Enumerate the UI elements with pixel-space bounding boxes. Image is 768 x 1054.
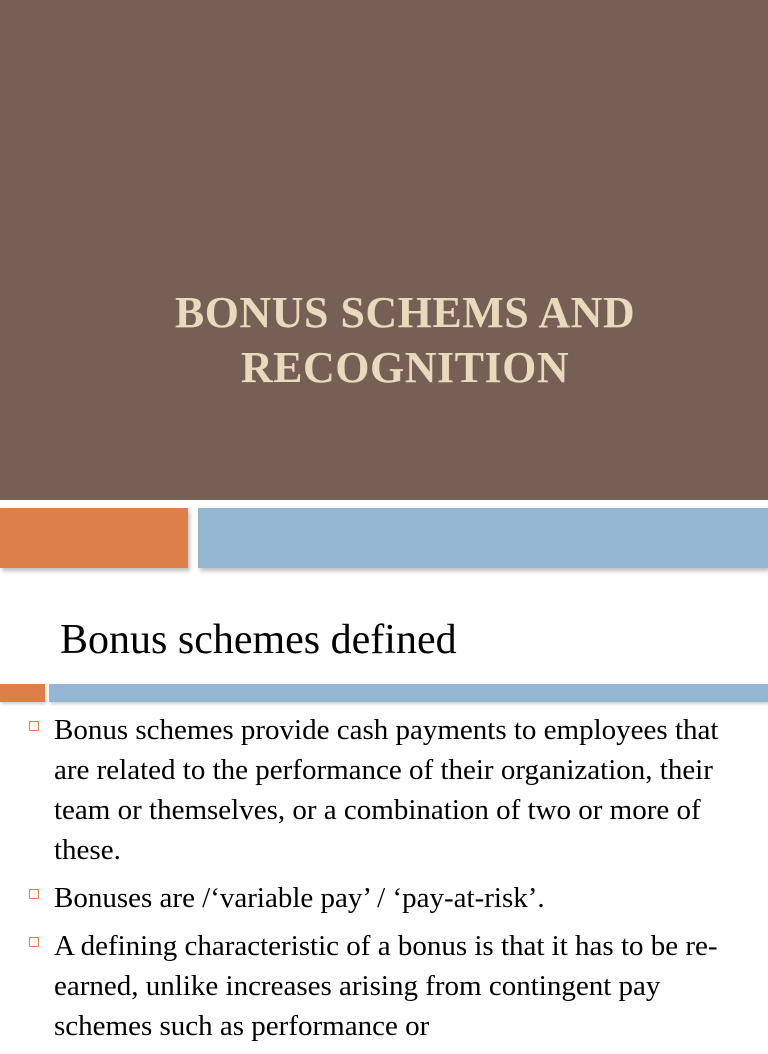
slide-title-line-1: BONUS SCHEMS AND bbox=[174, 288, 636, 337]
bullet-text: Bonus schemes provide cash payments to employees that are related to the performance of their organization, their team or themselves, or a combination of two or more of these. bbox=[54, 714, 719, 866]
bullet-list bbox=[28, 710, 748, 1054]
content-heading: Bonus schemes defined bbox=[60, 617, 457, 663]
accent-bar-orange bbox=[0, 508, 188, 568]
slide-title bbox=[150, 285, 660, 395]
heading-accent-orange bbox=[0, 684, 45, 702]
title-slide bbox=[0, 0, 768, 500]
square-bullet-icon bbox=[29, 721, 39, 731]
square-bullet-icon bbox=[29, 937, 39, 947]
bullet-item bbox=[28, 710, 748, 870]
bullet-item bbox=[28, 926, 748, 1046]
heading-accent-blue bbox=[49, 684, 768, 702]
bullet-text: Bonuses are /‘variable pay’ / ‘pay-at-risk’. bbox=[54, 882, 545, 914]
bullet-item bbox=[28, 878, 748, 918]
square-bullet-icon bbox=[29, 889, 39, 899]
bullet-text: A defining characteristic of a bonus is that it has to be re-earned, unlike increases arising from contingent pay schemes such as performance or bbox=[54, 930, 718, 1042]
slide-title-line-2: RECOGNITION bbox=[240, 343, 570, 392]
accent-bar-blue bbox=[198, 508, 768, 568]
